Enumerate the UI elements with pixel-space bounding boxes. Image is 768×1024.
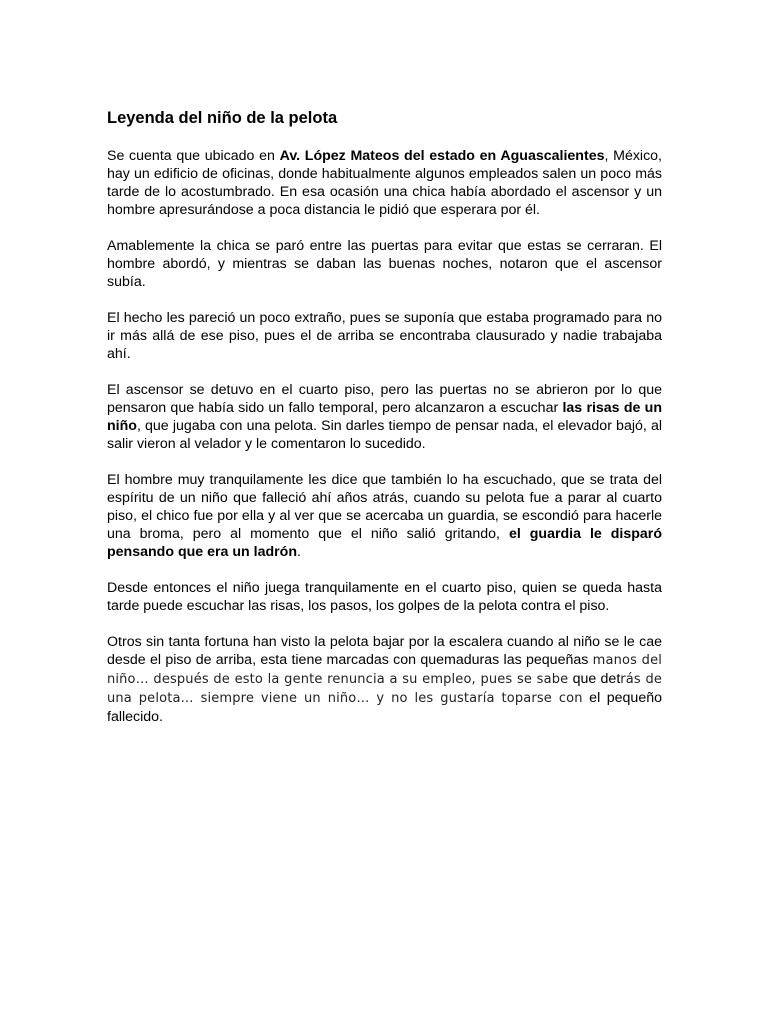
- paragraph-7-alt-font-b: rás de una pelota… siempre viene un niño… y no les gustaría toparse con: [107, 672, 663, 706]
- paragraph-1: [107, 147, 662, 219]
- paragraph-2: Amablemente la chica se paró entre las puertas para evitar que estas se cerraran. El hombre abordó, y mientras se daban las buenas noches, notaron que el ascensor subía.: [107, 238, 662, 290]
- paragraph-7-text-e: el pequeño fallecido.: [107, 690, 662, 725]
- document-title: Leyenda del niño de la pelota: [107, 109, 338, 127]
- paragraph-5: [107, 471, 662, 561]
- paragraph-4-bold-laughter: las risas de un niño: [107, 400, 662, 434]
- paragraph-4-text-a: El ascensor se detuvo en el cuarto piso, pero las puertas no se abrieron por lo que pensaron que había sido un fallo temporal, pero alcanzaron a escuchar: [107, 382, 662, 416]
- paragraph-7: [107, 633, 662, 726]
- paragraph-3: El hecho les pareció un poco extraño, pues se suponía que estaba programado para no ir más allá de ese piso, pues el de arriba se encontraba clausurado y nadie trabajaba ahí.: [107, 310, 662, 362]
- document-body: [107, 107, 662, 744]
- paragraph-1-text-a: Se cuenta que ubicado en: [107, 148, 280, 164]
- paragraph-4-text-c: , que jugaba con una pelota. Sin darles tiempo de pensar nada, el elevador bajó, al salir vieron al velador y le comentaron lo sucedido.: [107, 418, 662, 452]
- paragraph-7-text-c: que det: [568, 671, 621, 687]
- paragraph-7-alt-font-a: manos del niño… después de esto la gente renuncia a su empleo, pues se sabe: [107, 653, 662, 687]
- paragraph-7-text-a: Otros sin tanta fortuna han visto la pelota bajar por la escalera cuando al niño se le cae desde el piso de arriba, esta tiene marcadas con quemaduras las pequeñas: [107, 634, 662, 668]
- paragraph-1-text-c: , México, hay un edificio de oficinas, donde habitualmente algunos empleados salen un poco más tarde de lo acostumbrado. En esa ocasión una chica había abordado el ascensor y un hombre apresurándose a poca distancia le pidió que esperara por él.: [107, 148, 663, 218]
- paragraph-6: Desde entonces el niño juega tranquilamente en el cuarto piso, quien se queda hasta tarde puede escuchar las risas, los pasos, los golpes de la pelota contra el piso.: [107, 580, 662, 614]
- paragraph-4: [107, 381, 662, 453]
- paragraph-1-bold-location: Av. López Mateos del estado en Aguascalientes: [279, 148, 605, 164]
- paragraph-5-text-a: El hombre muy tranquilamente les dice que también lo ha escuchado, que se trata del espíritu de un niño que falleció ahí años atrás, cuando su pelota fue a parar al cuarto piso, el chico fue por ella y al ver que se acercaba un guardia, se escondió para hacerle una broma, pero al momento que el niño salió gritando,: [107, 472, 662, 542]
- paragraph-5-text-c: .: [296, 544, 301, 560]
- paragraph-5-bold-guard: el guardia le disparó pensando que era un ladrón: [107, 526, 662, 560]
